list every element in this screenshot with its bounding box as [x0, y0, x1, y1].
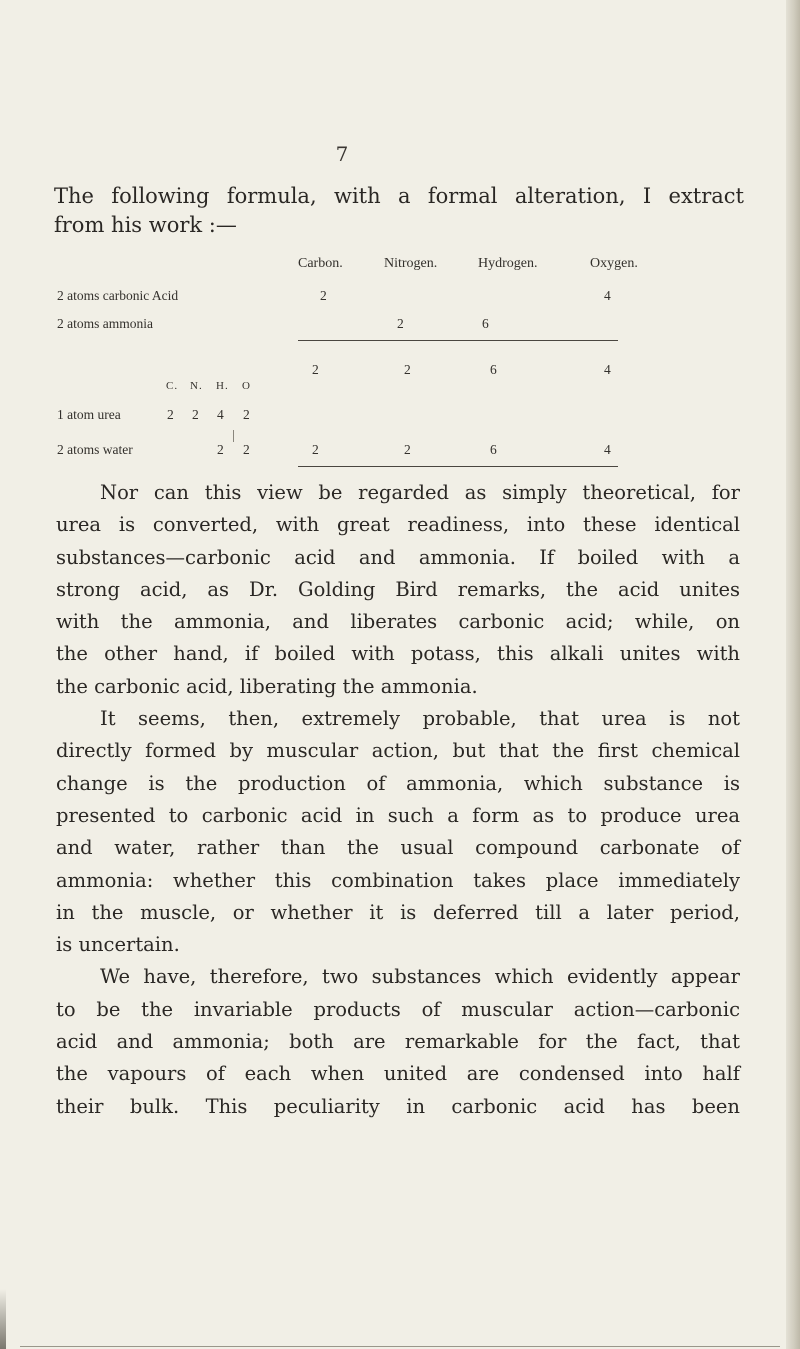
- intro-line: The following formula, with a formal alteration, I extract: [54, 184, 744, 208]
- binding-mark: [0, 1289, 6, 1349]
- header-nitrogen: Nitrogen.: [384, 256, 438, 271]
- pencil-mark: [233, 430, 234, 442]
- header-hydrogen: Hydrogen.: [478, 256, 538, 271]
- text-line: and water, rather than the usual compound carbonate of: [56, 836, 740, 860]
- intro-line: from his work :—: [54, 213, 237, 237]
- row-label-carbonic-acid: 2 atoms carbonic Acid: [57, 288, 179, 303]
- page-bottom-edge: [20, 1346, 780, 1347]
- text-line: is uncertain.: [56, 933, 180, 957]
- urea-h: 4: [217, 407, 224, 422]
- body-text: [56, 477, 740, 1123]
- sum-carbon: 2: [312, 362, 319, 377]
- subheader-c: C.: [166, 380, 179, 392]
- text-line: acid and ammonia; both are remarkable for the fact, that: [56, 1030, 740, 1054]
- text-line: It seems, then, extremely probable, that urea is not: [100, 707, 740, 731]
- subheader-n: N.: [190, 380, 203, 392]
- text-line: substances—carbonic acid and ammonia. If boiled with a: [56, 545, 740, 569]
- paragraph-3: [56, 961, 740, 1122]
- total-nitrogen: 2: [404, 442, 411, 457]
- cell-carbon: 2: [320, 288, 327, 303]
- text-line: directly formed by muscular action, but that the first chemical: [56, 739, 740, 763]
- paragraph-1: [56, 477, 740, 703]
- total-hydrogen: 6: [490, 442, 497, 457]
- page-number: 7: [335, 142, 349, 166]
- text-line: Nor can this view be regarded as simply theoretical, for: [100, 481, 740, 504]
- urea-o: 2: [243, 407, 250, 422]
- total-carbon: 2: [312, 442, 319, 457]
- paragraph-2: [56, 703, 740, 961]
- water-h: 2: [217, 442, 224, 457]
- sum-rule: [298, 340, 618, 341]
- header-oxygen: Oxygen.: [590, 256, 638, 271]
- text-line: with the ammonia, and liberates carbonic acid; while, on: [56, 610, 740, 634]
- cell-hydrogen: 6: [482, 316, 489, 331]
- total-oxygen: 4: [604, 442, 611, 457]
- text-line: their bulk. This peculiarity in carbonic acid has been: [56, 1094, 740, 1118]
- text-line: in the muscle, or whether it is deferred till a later period,: [56, 900, 740, 924]
- chemical-formula-table: [0, 0, 800, 470]
- sum-nitrogen: 2: [404, 362, 411, 377]
- row-label-urea: 1 atom urea: [57, 407, 121, 422]
- text-line: to be the invariable products of muscular action—carbonic: [56, 997, 740, 1021]
- water-o: 2: [243, 442, 250, 457]
- total-rule: [298, 466, 618, 467]
- header-carbon: Carbon.: [298, 256, 343, 271]
- urea-n: 2: [192, 407, 199, 422]
- text-line: ammonia: whether this combination takes place immediately: [56, 868, 740, 892]
- sum-oxygen: 4: [604, 362, 611, 377]
- text-line: strong acid, as Dr. Golding Bird remarks, the acid unites: [56, 577, 740, 601]
- text-line: presented to carbonic acid in such a form as to produce urea: [56, 803, 740, 827]
- sum-hydrogen: 6: [490, 362, 497, 377]
- subheader-h: H.: [216, 380, 229, 392]
- text-line: the carbonic acid, liberating the ammonia.: [56, 674, 478, 698]
- cell-oxygen: 4: [604, 288, 611, 303]
- row-label-water: 2 atoms water: [57, 442, 133, 457]
- cell-nitrogen: 2: [397, 316, 404, 331]
- row-label-ammonia: 2 atoms ammonia: [57, 316, 153, 331]
- text-line: the vapours of each when united are condensed into half: [56, 1062, 740, 1086]
- text-line: change is the production of ammonia, which substance is: [56, 771, 740, 795]
- text-line: urea is converted, with great readiness, into these identical: [56, 513, 740, 537]
- urea-c: 2: [167, 407, 174, 422]
- subheader-o: O: [242, 380, 251, 392]
- text-line: We have, therefore, two substances which evidently appear: [100, 965, 740, 989]
- text-line: the other hand, if boiled with potass, this alkali unites with: [56, 642, 740, 666]
